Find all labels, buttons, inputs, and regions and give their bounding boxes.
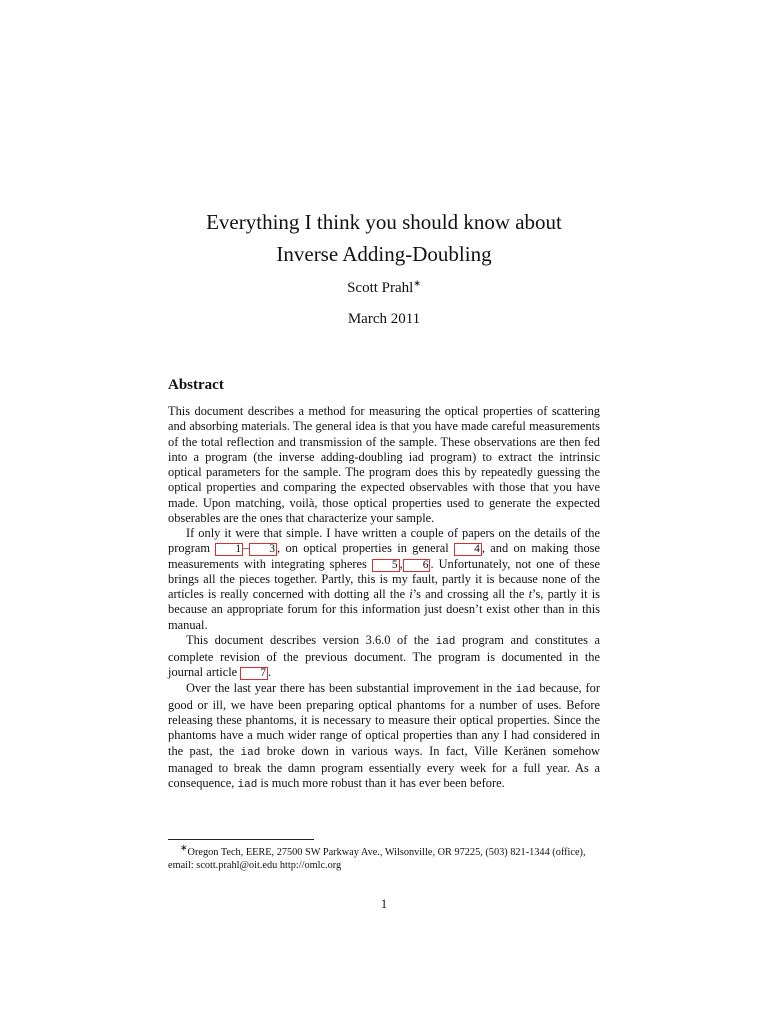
abstract-paragraph-3	[168, 633, 600, 681]
paper-title	[120, 206, 648, 270]
text-run: broke down in various ways. In fact, Ville Keränen somehow managed to break the damn program essentially every week for a full year. As a consequence,	[168, 743, 600, 790]
footnote-mark: ∗	[180, 842, 188, 853]
text-run: , and on making those measurements with integrating spheres	[168, 541, 601, 571]
text-run: .	[268, 665, 272, 680]
text-run: If only it were that simple. I have written a couple of papers on the details of the program	[168, 526, 600, 556]
italic-i: i	[409, 587, 413, 601]
text-run: Over the last year there has been substantial improvement in the	[186, 680, 516, 695]
footnote-text: Oregon Tech, EERE, 27500 SW Parkway Ave., Wilsonville, OR 97225, (503) 821-1344 (office), email: scott.prahl@oit.edu http://omlc.org	[168, 847, 586, 871]
text-run: ,	[399, 556, 403, 571]
text-run: program and constitutes a complete revision of the previous document. The program is documented in the journal article	[168, 632, 600, 680]
page-number: 1	[380, 897, 388, 911]
citation-link[interactable]: 1	[215, 543, 243, 556]
abstract-paragraph-2	[168, 526, 600, 633]
abstract-paragraph-1	[168, 404, 600, 526]
paragraph-1-text: This document describes a method for measuring the optical properties of scattering and absorbing materials. The general idea is that you have made careful measurements of the total reflection and transmission of the sample. These observations are then fed into a program (the inverse adding-doubling iad program) to extract the intrinsic optical parameters for the sample. The program does this by repeatedly guessing the optical properties and comparing the expected observables with those that you have made. Upon matching, voilà, those optical properties used to generate the expected obserables are the ones that characterize your sample.	[168, 404, 600, 525]
code-iad: iad	[435, 635, 456, 648]
code-iad: iad	[515, 683, 536, 696]
abstract-paragraph-4	[168, 681, 600, 794]
text-run: because, for good or ill, we have been preparing optical phantoms for a number of uses. Before releasing these phantoms, it is necessary to measure their optical properties. Since the phantoms have a much wider range of optical properties than any I had considered in the past, the	[168, 680, 600, 758]
citation-link[interactable]: 3	[249, 543, 277, 556]
text-run: . Unfortunately, not one of these brings all the pieces together. Partly, this is my fault, partly it is because none of the articles is really concerned with dotting all the	[168, 556, 600, 601]
author-line	[0, 280, 768, 297]
code-iad: iad	[240, 746, 261, 759]
text-run: is much more robust than it has ever been before.	[257, 776, 505, 790]
abstract-body	[168, 404, 600, 793]
citation-link[interactable]: 7	[240, 667, 268, 680]
footnote-divider	[168, 839, 314, 840]
title-line-2: Inverse Adding-Doubling	[276, 242, 492, 266]
citation-link[interactable]: 5	[372, 559, 400, 572]
paper-date: March 2011	[347, 311, 421, 327]
author-footnote-mark[interactable]: ∗	[413, 278, 421, 288]
code-iad: iad	[237, 779, 258, 791]
text-run: This document describes version 3.6.0 of the	[186, 632, 436, 647]
citation-link[interactable]: 4	[454, 543, 482, 556]
footnote	[168, 842, 600, 872]
text-run: ’s, partly it is because an appropriate forum for this information just doesn’t exist other than in this manual.	[168, 587, 600, 632]
text-run: –	[243, 541, 250, 556]
text-run: ’s and crossing all the	[412, 587, 529, 601]
author-name: Scott Prahl	[347, 280, 414, 296]
citation-link[interactable]: 6	[403, 559, 431, 572]
abstract-heading: Abstract	[168, 377, 224, 393]
italic-t: t	[528, 587, 533, 601]
text-run: , on optical properties in general	[277, 541, 455, 556]
title-line-1: Everything I think you should know about	[206, 210, 562, 234]
